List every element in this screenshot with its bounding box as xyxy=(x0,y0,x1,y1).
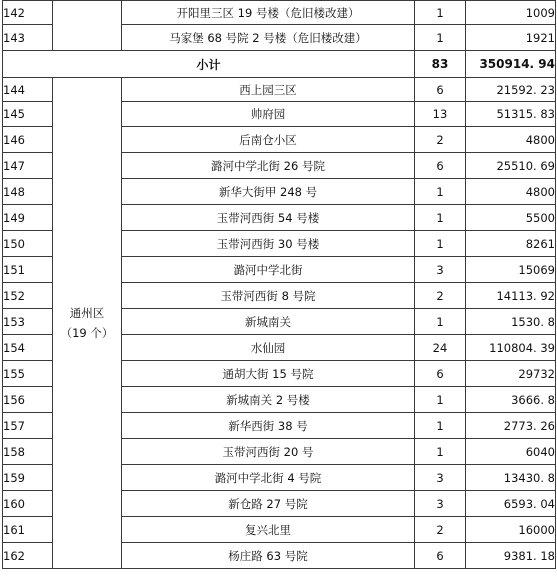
building-count: 1 xyxy=(415,25,466,51)
project-name: 玉带河西街 8 号院 xyxy=(122,283,415,309)
project-name: 后南仓小区 xyxy=(122,127,415,153)
floor-area: 110804. 39 xyxy=(466,335,556,361)
project-name: 新城南关 2 号楼 xyxy=(122,387,415,413)
project-name: 西上园三区 xyxy=(122,78,415,102)
building-count: 3 xyxy=(415,257,466,283)
building-count: 2 xyxy=(415,517,466,543)
building-count: 1 xyxy=(415,439,466,465)
floor-area: 2773. 26 xyxy=(466,413,556,439)
building-count: 3 xyxy=(415,491,466,517)
row-index: 149 xyxy=(3,205,53,231)
project-name: 潞河中学北街 4 号院 xyxy=(122,465,415,491)
building-count: 6 xyxy=(415,361,466,387)
district-cell xyxy=(53,78,122,569)
project-name: 帅府园 xyxy=(122,102,415,127)
subtotal-label: 小计 xyxy=(3,51,415,78)
row-index: 147 xyxy=(3,153,53,179)
project-name: 新华西街 38 号 xyxy=(122,413,415,439)
project-name: 潞河中学北街 26 号院 xyxy=(122,153,415,179)
row-index: 155 xyxy=(3,361,53,387)
project-name: 潞河中学北街 xyxy=(122,257,415,283)
floor-area: 1009 xyxy=(466,1,556,25)
district-count-note: （19 个） xyxy=(60,326,114,340)
project-name: 通胡大街 15 号院 xyxy=(122,361,415,387)
floor-area: 21592. 23 xyxy=(466,78,556,102)
row-index: 148 xyxy=(3,179,53,205)
table-row xyxy=(3,78,556,102)
row-index: 154 xyxy=(3,335,53,361)
project-name: 玉带河西街 20 号 xyxy=(122,439,415,465)
floor-area: 3666. 8 xyxy=(466,387,556,413)
floor-area: 6040 xyxy=(466,439,556,465)
row-index: 159 xyxy=(3,465,53,491)
subtotal-row xyxy=(3,51,556,78)
project-name: 复兴北里 xyxy=(122,517,415,543)
floor-area: 25510. 69 xyxy=(466,153,556,179)
building-count: 1 xyxy=(415,413,466,439)
row-index: 145 xyxy=(3,102,53,127)
floor-area: 8261 xyxy=(466,231,556,257)
building-count: 1 xyxy=(415,179,466,205)
building-count: 6 xyxy=(415,543,466,569)
building-count: 13 xyxy=(415,102,466,127)
district-label xyxy=(61,303,114,343)
project-name: 杨庄路 63 号院 xyxy=(122,543,415,569)
floor-area: 16000 xyxy=(466,517,556,543)
row-index: 144 xyxy=(3,78,53,102)
project-name: 马家堡 68 号院 2 号楼（危旧楼改建） xyxy=(122,25,415,51)
row-index: 162 xyxy=(3,543,53,569)
project-name: 玉带河西街 30 号楼 xyxy=(122,231,415,257)
row-index: 146 xyxy=(3,127,53,153)
project-name: 开阳里三区 19 号楼（危旧楼改建） xyxy=(122,1,415,25)
row-index: 156 xyxy=(3,387,53,413)
building-count: 24 xyxy=(415,335,466,361)
row-index: 161 xyxy=(3,517,53,543)
row-index: 153 xyxy=(3,309,53,335)
floor-area: 6593. 04 xyxy=(466,491,556,517)
subtotal-area: 350914. 94 xyxy=(466,51,556,78)
building-count: 2 xyxy=(415,283,466,309)
district-name: 通州区 xyxy=(69,306,105,320)
building-count: 1 xyxy=(415,387,466,413)
row-index: 152 xyxy=(3,283,53,309)
row-index: 151 xyxy=(3,257,53,283)
project-name: 玉带河西街 54 号楼 xyxy=(122,205,415,231)
floor-area: 29732 xyxy=(466,361,556,387)
project-name: 新城南关 xyxy=(122,309,415,335)
row-index: 158 xyxy=(3,439,53,465)
project-name: 新仓路 27 号院 xyxy=(122,491,415,517)
project-name: 水仙园 xyxy=(122,335,415,361)
floor-area: 4800 xyxy=(466,127,556,153)
housing-table-body xyxy=(3,1,556,569)
floor-area: 13430. 8 xyxy=(466,465,556,491)
floor-area: 1921 xyxy=(466,25,556,51)
row-index: 142 xyxy=(3,1,53,25)
floor-area: 1530. 8 xyxy=(466,309,556,335)
building-count: 2 xyxy=(415,127,466,153)
floor-area: 51315. 83 xyxy=(466,102,556,127)
table-row xyxy=(3,1,556,25)
row-index: 160 xyxy=(3,491,53,517)
district-cell-previous xyxy=(53,1,122,51)
floor-area: 9381. 18 xyxy=(466,543,556,569)
building-count: 3 xyxy=(415,465,466,491)
row-index: 150 xyxy=(3,231,53,257)
floor-area: 15069 xyxy=(466,257,556,283)
row-index: 157 xyxy=(3,413,53,439)
building-count: 6 xyxy=(415,78,466,102)
floor-area: 5500 xyxy=(466,205,556,231)
building-count: 1 xyxy=(415,231,466,257)
floor-area: 14113. 92 xyxy=(466,283,556,309)
building-count: 1 xyxy=(415,1,466,25)
floor-area: 4800 xyxy=(466,179,556,205)
row-index: 143 xyxy=(3,25,53,51)
housing-table xyxy=(2,0,556,569)
building-count: 6 xyxy=(415,153,466,179)
building-count: 1 xyxy=(415,309,466,335)
project-name: 新华大街甲 248 号 xyxy=(122,179,415,205)
subtotal-count: 83 xyxy=(415,51,466,78)
building-count: 1 xyxy=(415,205,466,231)
